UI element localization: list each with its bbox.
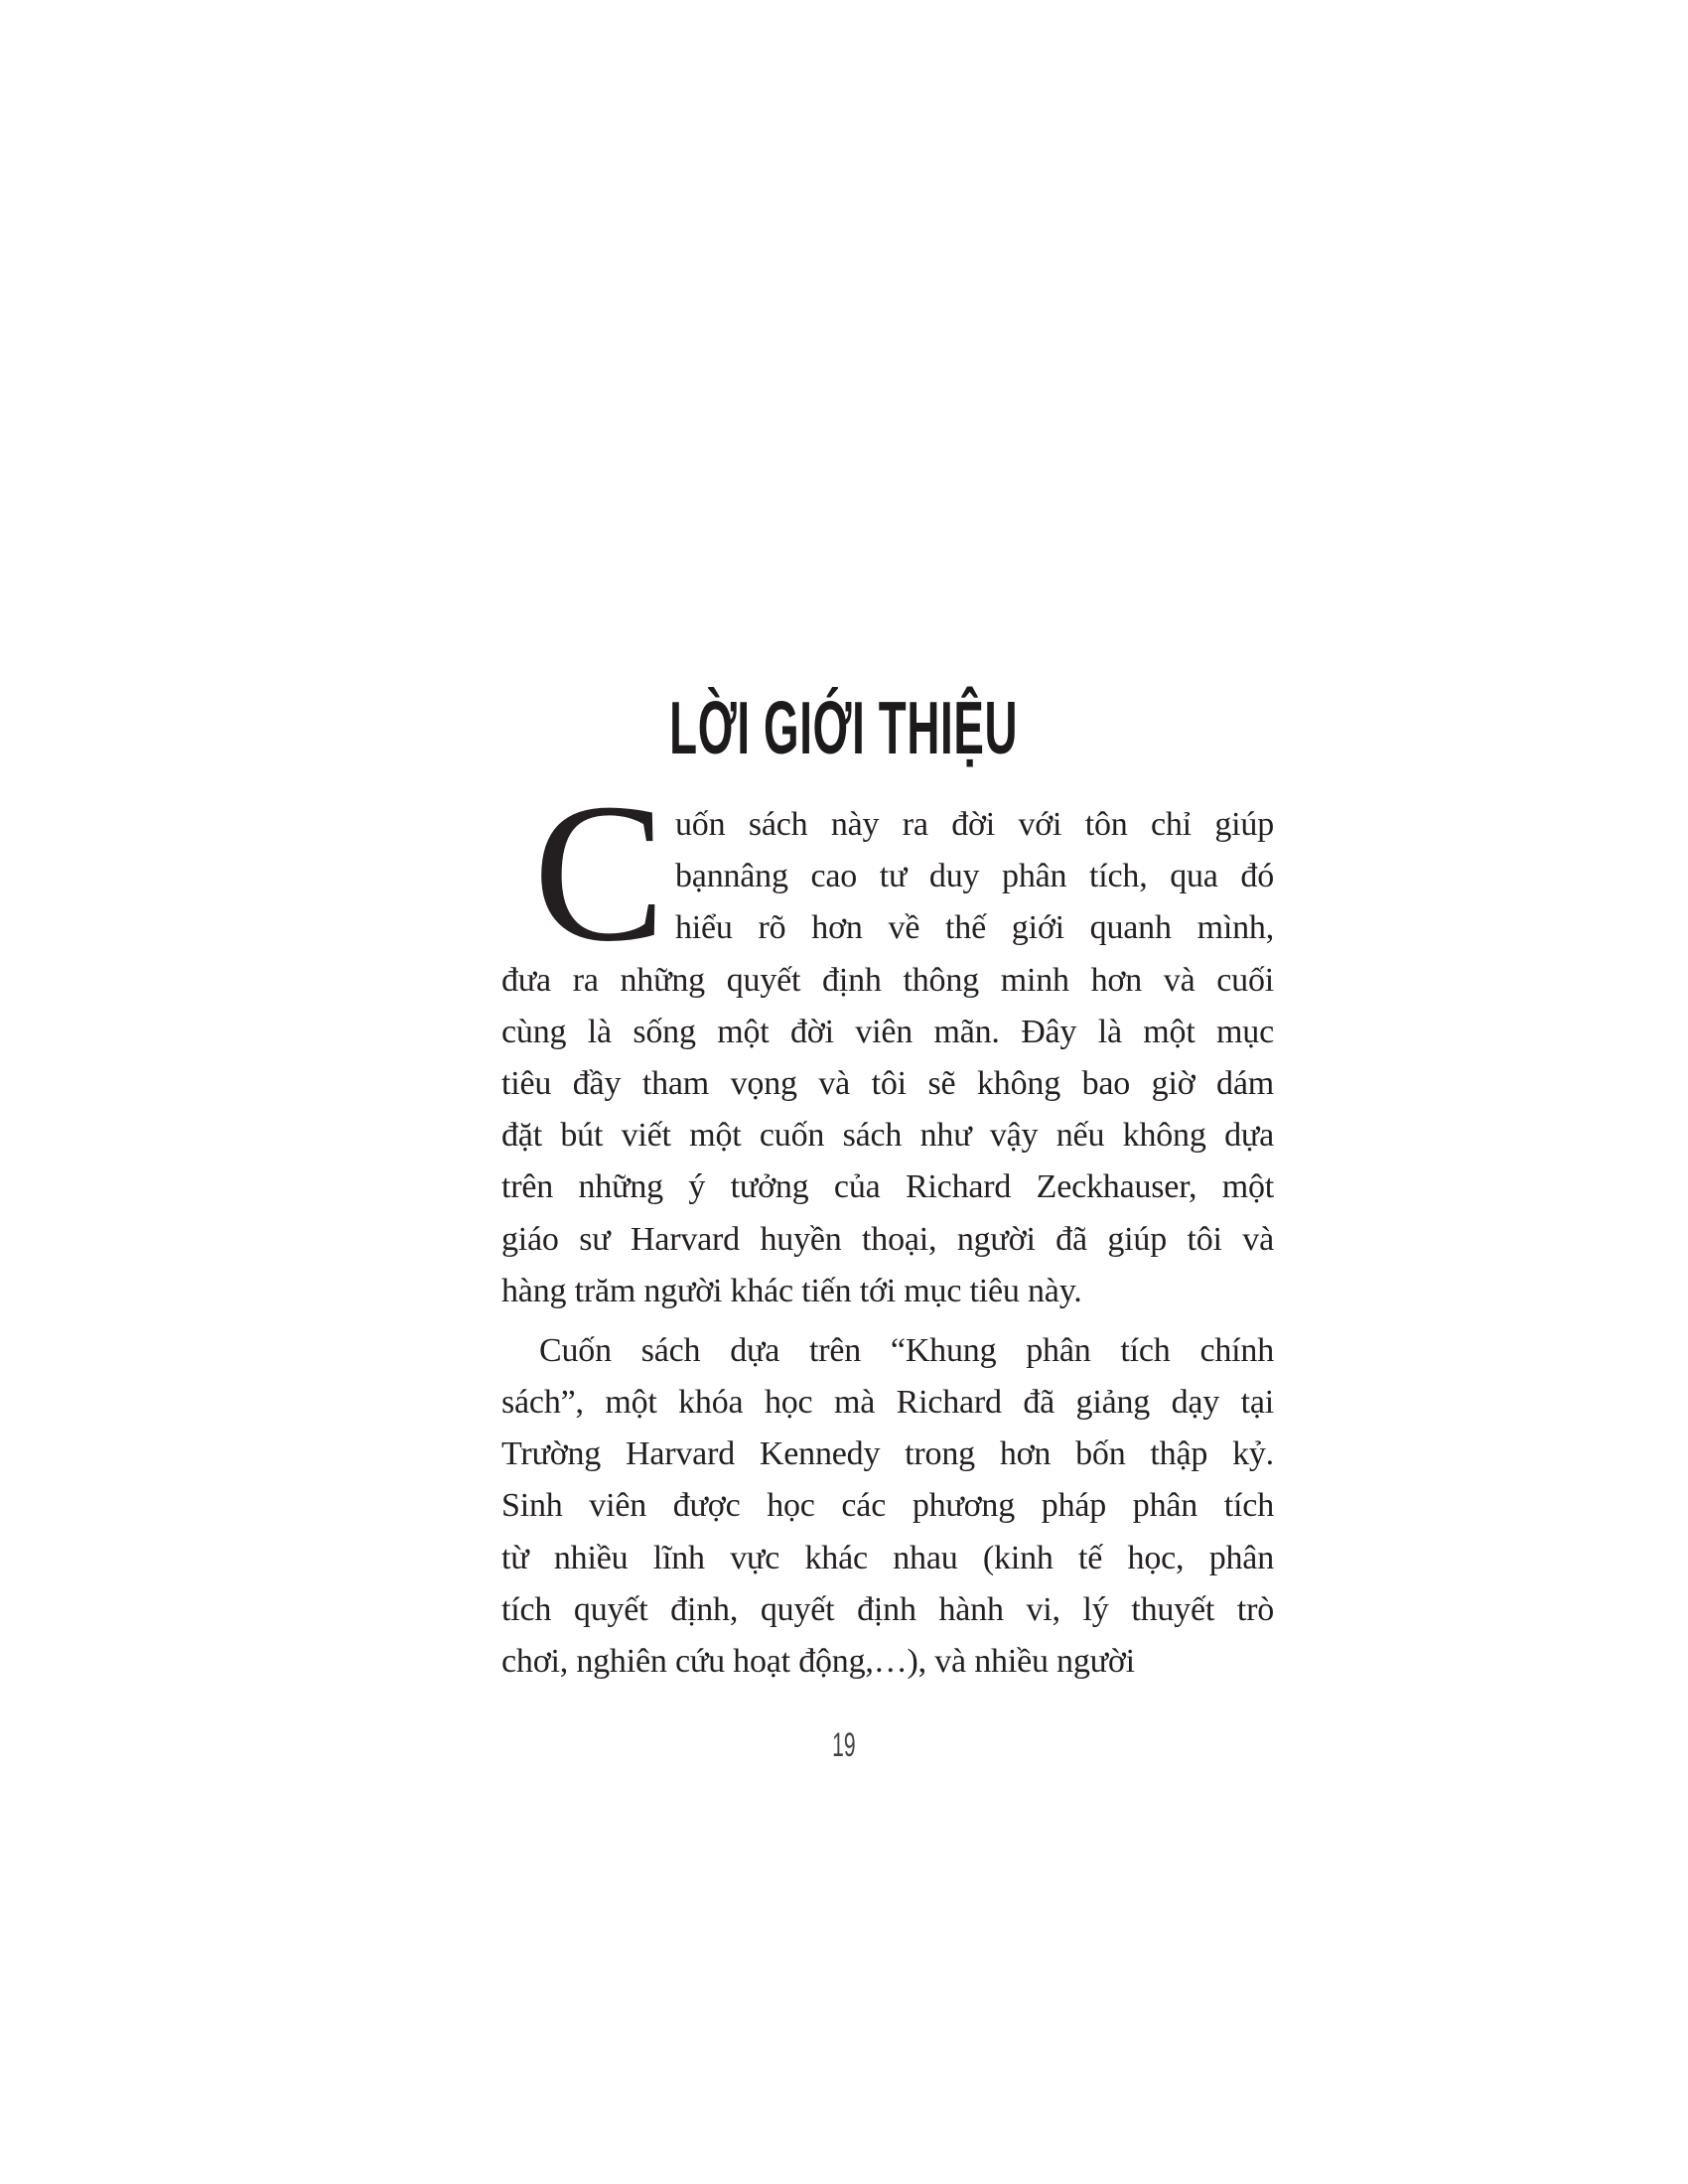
paragraph (501, 763, 1274, 1317)
text-line: tích quyết định, quyết định hành vi, lý thuyết trò (501, 1590, 1274, 1628)
text-line: từ nhiều lĩnh vực khác nhau (kinh tế học, phân (501, 1539, 1274, 1576)
text-line: Trường Harvard Kennedy trong hơn bốn thập kỷ. (501, 1435, 1274, 1473)
text-line: bạnnâng cao tư duy phân tích, qua đó (675, 858, 1274, 895)
chapter-title-row (0, 641, 1688, 816)
drop-cap: C (533, 763, 666, 983)
text-line: sách”, một khóa học mà Richard đã giảng dạy tại (501, 1384, 1274, 1422)
text-line: cùng là sống một đời viên mãn. Đây là một mục (501, 1013, 1274, 1050)
text-line: uốn sách này ra đời với tôn chỉ giúp (675, 806, 1274, 843)
folio-row (0, 1728, 1688, 1762)
body-text-block (501, 763, 1274, 1688)
text-line: Sinh viên được học các phương pháp phân tích (501, 1487, 1274, 1525)
text-line: chơi, nghiên cứu hoạt động,…), và nhiều người (501, 1643, 1135, 1680)
text-line: đưa ra những quyết định thông minh hơn và cuối (501, 961, 1274, 999)
text-line: trên những ý tưởng của Richard Zeckhauser, một (501, 1168, 1274, 1206)
paragraph (501, 1325, 1274, 1688)
page-title: LỜI GIỚI THIỆU (669, 686, 1019, 770)
text-line: đặt bút viết một cuốn sách như vậy nếu không dựa (501, 1117, 1274, 1155)
text-line: tiêu đầy tham vọng và tôi sẽ không bao giờ dám (501, 1064, 1274, 1102)
text-line: Cuốn sách dựa trên “Khung phân tích chính (539, 1331, 1274, 1369)
text-line: giáo sư Harvard huyền thoại, người đã giúp tôi và (501, 1220, 1274, 1258)
text-line: hàng trăm người khác tiến tới mục tiêu này. (501, 1272, 1082, 1309)
text-line: hiểu rõ hơn về thế giới quanh mình, (675, 909, 1274, 947)
page-number: 19 (832, 1726, 856, 1764)
